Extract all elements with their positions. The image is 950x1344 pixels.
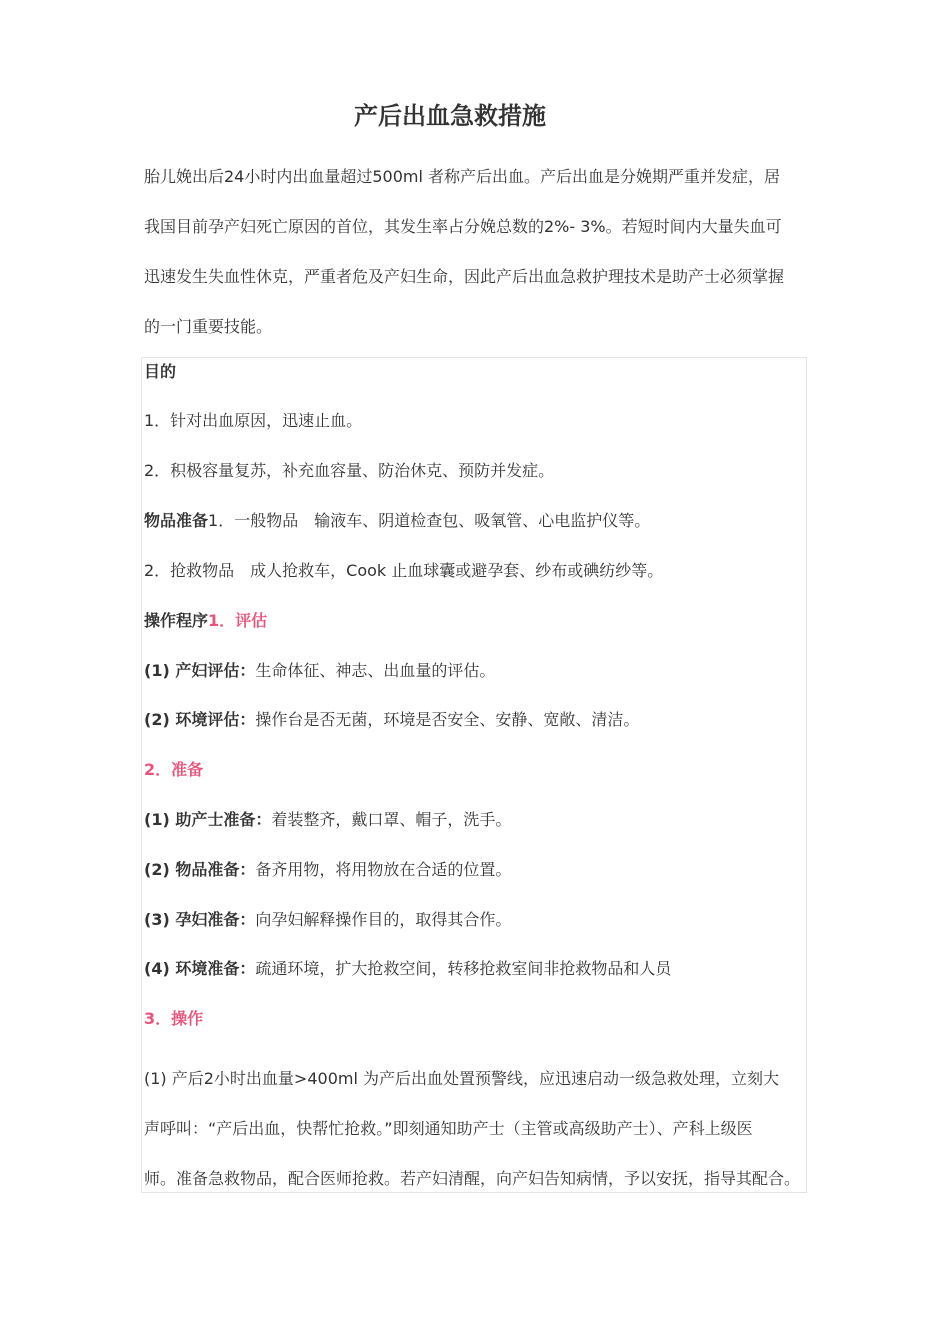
supplies-row <box>144 506 650 536</box>
step-item-text: 操作台是否无菌，环境是否安全、安静、宽敞、清洁。 <box>255 710 640 729</box>
intro-line: 迅速发生失血性休克，严重者危及产妇生命，因此产后出血急救护理技术是助产士必须掌握 <box>144 267 785 286</box>
supplies-item: 1．一般物品 输液车、阴道检查包、吸氧管、心电监护仪等。 <box>208 511 651 530</box>
step-title: 1．评估 <box>208 611 268 630</box>
intro-paragraph <box>144 152 812 352</box>
supplies-item: 2．抢救物品 成人抢救车，Cook 止血球囊或避孕套、纱布或碘纺纱等。 <box>144 561 664 580</box>
intro-line: 的一门重要技能。 <box>144 317 273 336</box>
intro-line: 胎儿娩出后24小时内出血量超过500ml 者称产后出血。产后出血是分娩期严重并发症，居 <box>144 167 781 186</box>
step-item-text: 着装整齐，戴口罩、帽子，洗手。 <box>271 810 512 829</box>
procedure-row <box>144 606 267 636</box>
step-item <box>144 905 511 935</box>
step-item <box>144 855 511 885</box>
step-title: 3．操作 <box>144 1009 204 1028</box>
step-item-text: 生命体征、神志、出血量的评估。 <box>255 661 496 680</box>
intro-line: 我国目前孕产妇死亡原因的首位，其发生率占分娩总数的2%- 3%。若短时间内大量失血可 <box>144 217 782 236</box>
procedure-heading: 操作程序 <box>144 611 209 630</box>
step-item <box>144 705 639 735</box>
step-title: 2．准备 <box>144 760 204 779</box>
operation-line: 师。准备急救物品，配合医师抢救。若产妇清醒，向产妇告知病情，予以安抚，指导其配合。 <box>144 1169 801 1188</box>
step-item-text: 疏通环境，扩大抢救空间，转移抢救室间非抢救物品和人员 <box>255 959 672 978</box>
page-title: 产后出血急救措施 <box>354 102 546 130</box>
step-item-label: (3) 孕妇准备： <box>144 910 256 929</box>
operation-paragraph <box>144 1054 810 1204</box>
step-item-text: 备齐用物，将用物放在合适的位置。 <box>255 860 512 879</box>
step-item <box>144 954 671 984</box>
step-item-label: (2) 物品准备： <box>144 860 256 879</box>
step-item-label: (2) 环境评估： <box>144 710 256 729</box>
operation-line: (1) 产后2小时出血量>400ml 为产后出血处置预警线，应迅速启动一级急救处理，立刻大 <box>144 1069 779 1088</box>
operation-line: 声呼叫：“产后出血，快帮忙抢救。”即刻通知助产士（主管或高级助产士）、产科上级医 <box>144 1119 753 1138</box>
purpose-item: 2．积极容量复苏，补充血容量、防治休克、预防并发症。 <box>144 461 555 480</box>
purpose-heading: 目的 <box>144 362 177 381</box>
step-item-label: (1) 助产士准备： <box>144 810 272 829</box>
step-item <box>144 805 511 835</box>
purpose-item: 1．针对出血原因，迅速止血。 <box>144 411 363 430</box>
step-item <box>144 656 495 686</box>
step-item-label: (1) 产妇评估： <box>144 661 256 680</box>
step-item-text: 向孕妇解释操作目的，取得其合作。 <box>255 910 512 929</box>
step-item-label: (4) 环境准备： <box>144 959 256 978</box>
supplies-heading: 物品准备 <box>144 511 209 530</box>
